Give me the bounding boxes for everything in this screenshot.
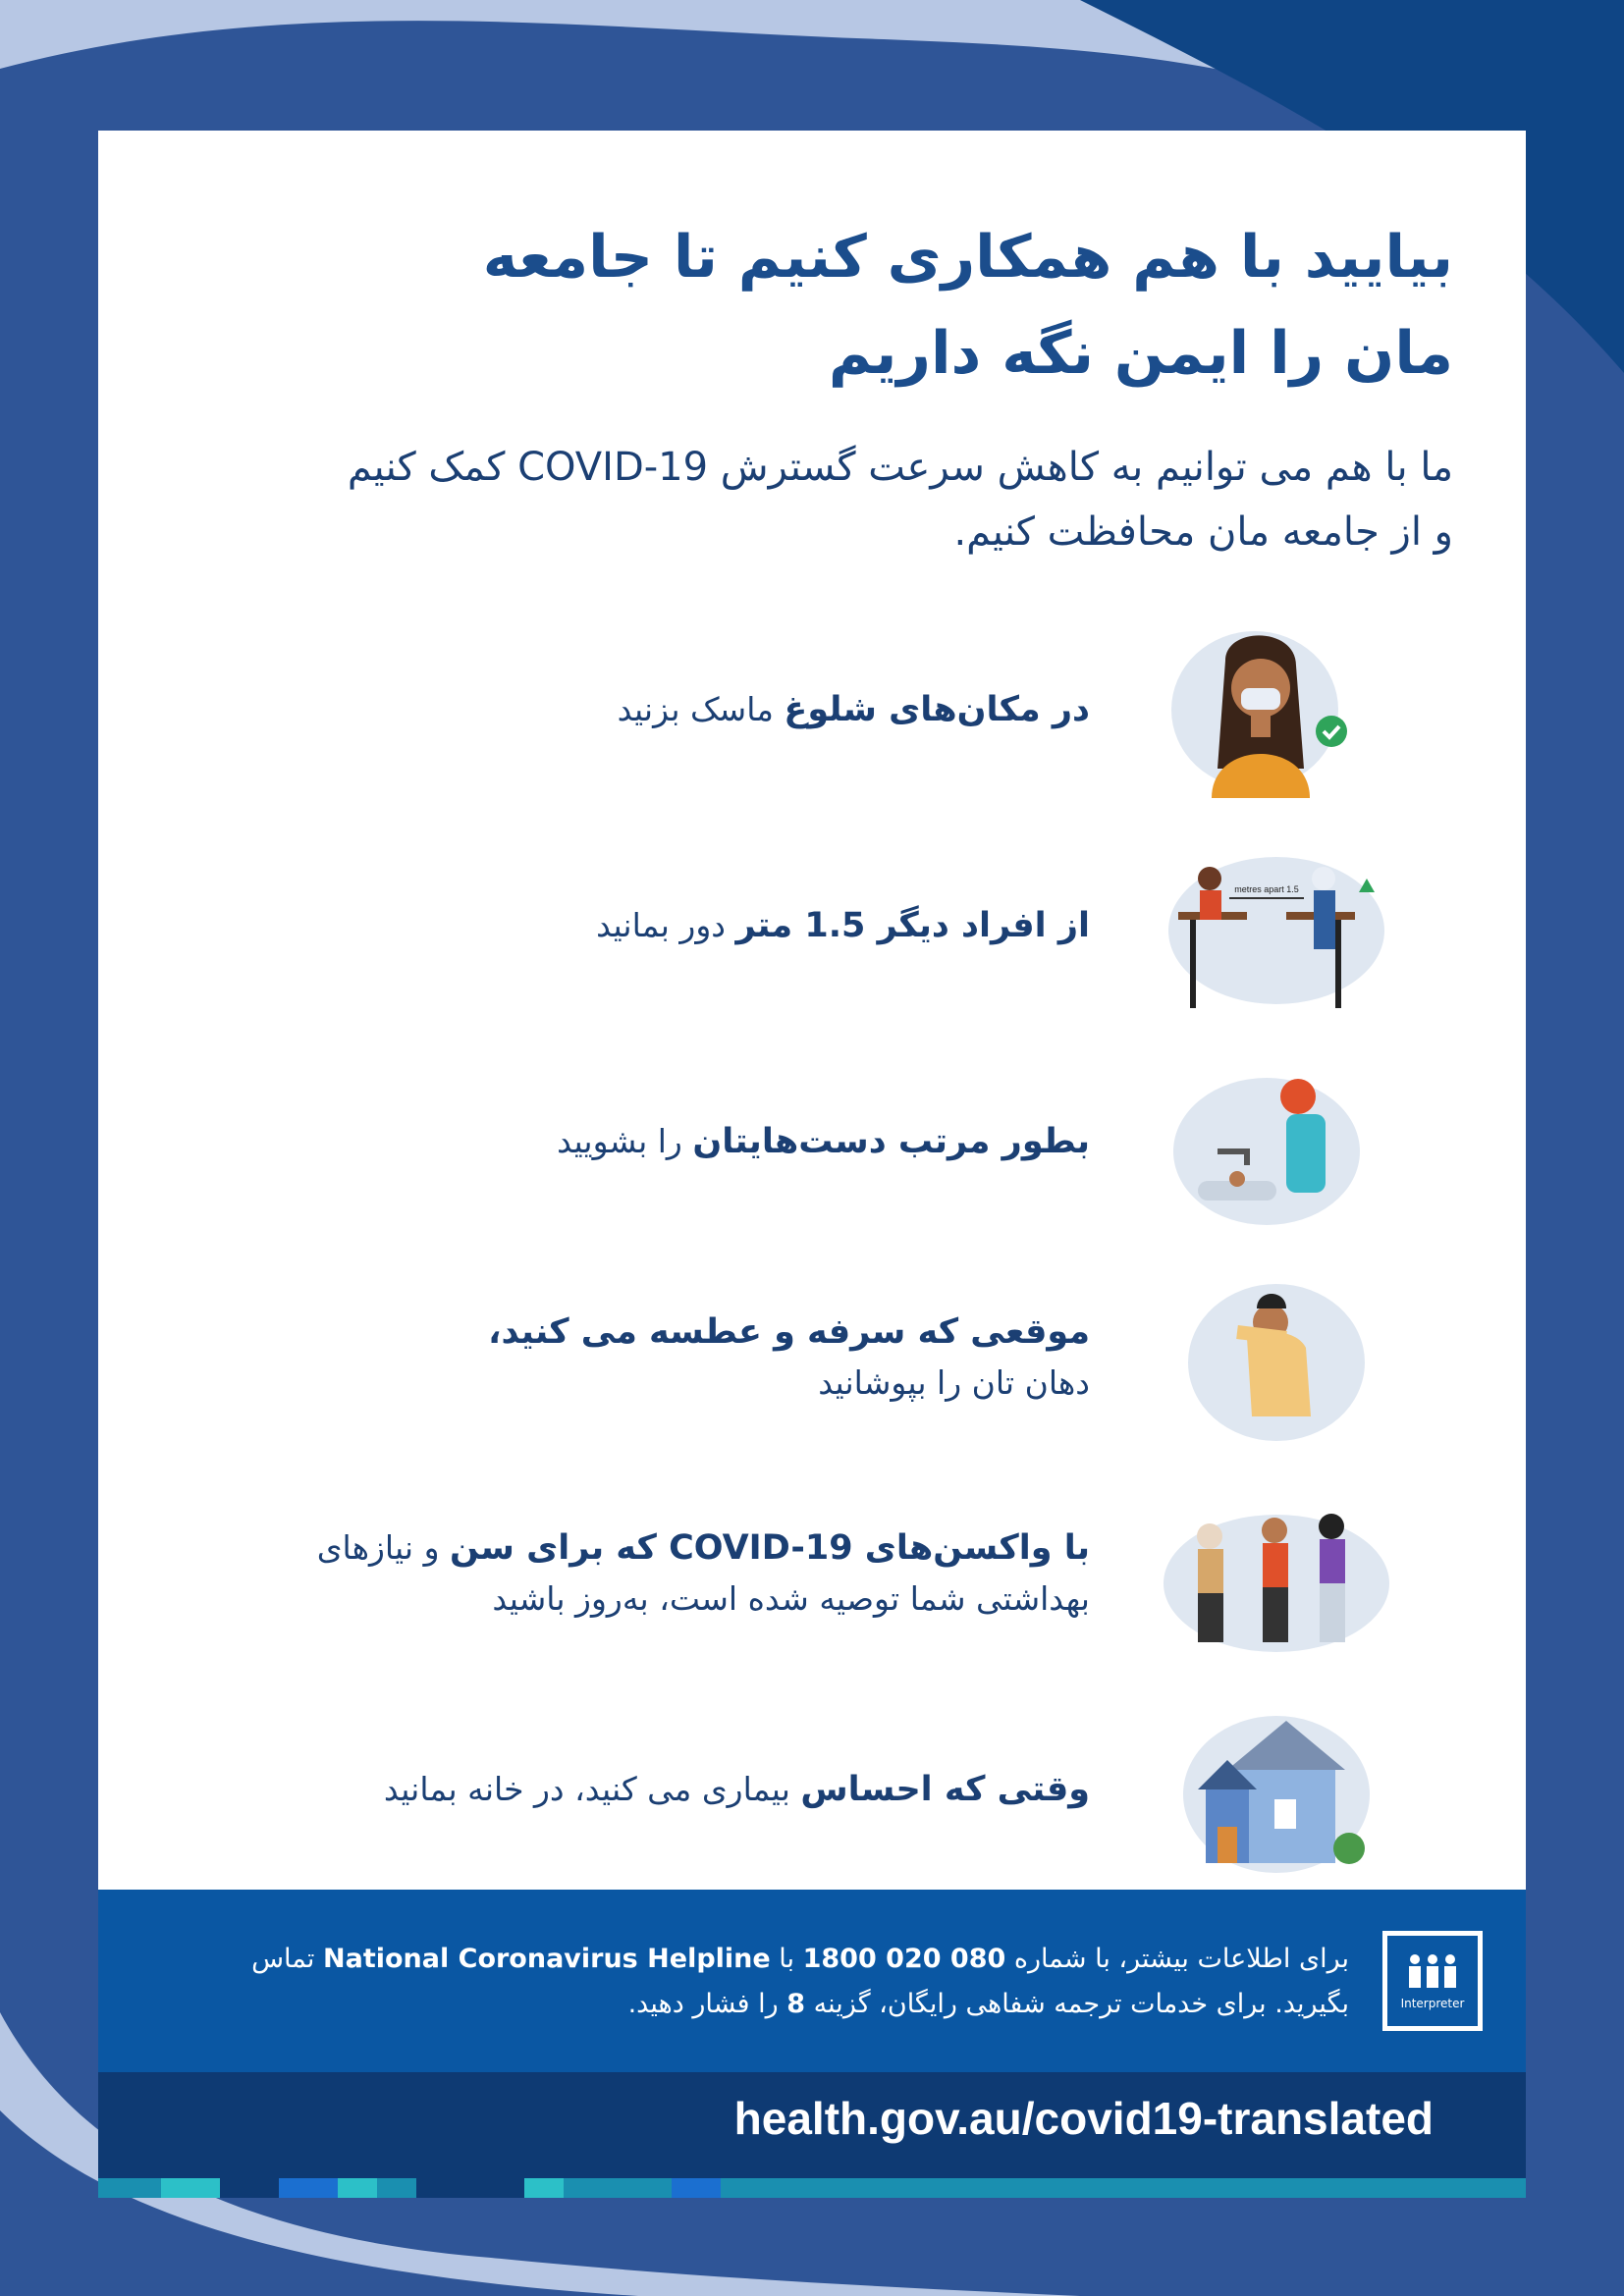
interpreter-icon (1403, 1951, 1462, 1991)
item-bold: از افراد دیگر 1.5 متر (735, 906, 1090, 945)
vaccine-icon (1139, 1485, 1394, 1662)
item-bold: با واکسن‌های COVID-19 (669, 1528, 1090, 1568)
cough-elbow-icon (1139, 1269, 1394, 1446)
item-text (206, 1701, 1090, 1878)
item-bold-mid: که (604, 1528, 670, 1568)
website-link[interactable]: health.gov.au/covid19-translated (733, 2093, 1434, 2144)
item-text (206, 1053, 1090, 1230)
list-item-distance (98, 837, 1526, 1014)
title-line-1: بیایید با هم همکاری کنیم تا جامعه (482, 223, 1453, 292)
interpreter-label: Interpreter (1400, 1997, 1465, 2010)
helpline-band (98, 1890, 1526, 2072)
distance-label: 1.5 metres apart (1234, 884, 1299, 894)
url-band (98, 2072, 1526, 2178)
item-bold: در مکان‌های شلوغ (784, 690, 1090, 729)
helpline-option: 8 (786, 1989, 806, 2019)
item-bold: موقعی که سرفه و عطسه می کنید، (488, 1312, 1090, 1352)
helpline-part: بگیرید. برای خدمات ترجمه شفاهی رایگان، گزینه (805, 1989, 1349, 2019)
item-bold: بطور مرتب دست‌هایتان (692, 1122, 1090, 1161)
intro-text (226, 435, 1453, 564)
intro-line-1: ما با هم می توانیم به کاهش سرعت گسترش COVID-19 کمک کنیم (347, 445, 1453, 490)
helpline-text (171, 1937, 1349, 2027)
helpline-part: با (770, 1944, 803, 1974)
item-rest-2: بهداشتی شما توصیه شده است، به‌روز باشید (492, 1579, 1090, 1618)
page-title (373, 209, 1453, 401)
poster-card (98, 131, 1526, 1890)
woman-mask-icon (1139, 621, 1394, 798)
item-rest: دور بمانید (596, 906, 736, 944)
item-rest: ماسک بزنید (617, 690, 785, 728)
helpline-name: National Coronavirus Helpline (323, 1944, 771, 1974)
color-stripe (98, 2178, 1526, 2198)
item-bold: وقتی که احساس (800, 1770, 1090, 1809)
item-rest: بیماری می کنید، در خانه بمانید (383, 1770, 801, 1808)
house-icon (1139, 1701, 1394, 1878)
list-item-mask (98, 621, 1526, 798)
helpline-number: 1800 020 080 (802, 1944, 1006, 1974)
item-rest: و نیازهای (316, 1528, 451, 1567)
title-line-2: مان را ایمن نگه داریم (828, 319, 1453, 388)
helpline-part: را فشار دهید. (627, 1989, 787, 2019)
helpline-part: برای اطلاعات بیشتر، با شماره (1005, 1944, 1349, 1974)
item-text (206, 837, 1090, 1014)
item-bold-2: برای سن (450, 1528, 605, 1568)
list-item-handwash (98, 1053, 1526, 1230)
helpline-part: تماس (251, 1944, 323, 1974)
interpreter-logo (1382, 1931, 1483, 2031)
distance-icon (1139, 837, 1394, 1014)
intro-line-2: و از جامعه مان محافظت کنیم. (953, 509, 1453, 555)
item-text (206, 1269, 1090, 1446)
list-item-vaccine (98, 1485, 1526, 1662)
item-text (206, 1485, 1090, 1662)
handwash-icon (1139, 1053, 1394, 1230)
item-rest: را بشویید (557, 1122, 693, 1160)
list-item-stay-home (98, 1701, 1526, 1878)
item-text (206, 621, 1090, 798)
list-item-cough (98, 1269, 1526, 1446)
item-rest: دهان تان را بپوشانید (818, 1363, 1090, 1402)
